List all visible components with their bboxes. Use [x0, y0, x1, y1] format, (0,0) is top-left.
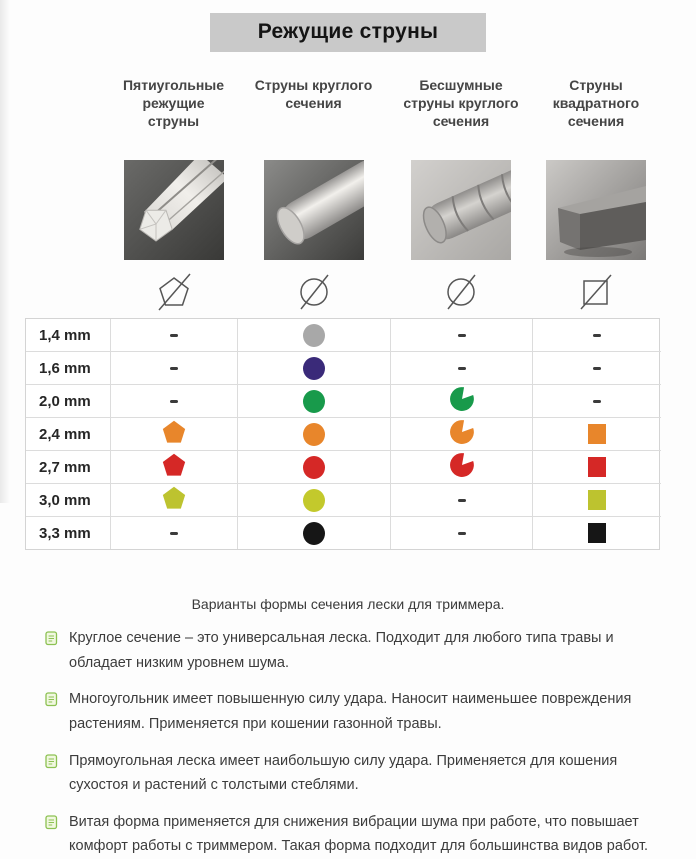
- pentagon-diameter-icon: [110, 264, 237, 316]
- silent-round-string-image: [411, 160, 511, 260]
- document-bullet-icon: [45, 753, 58, 778]
- table-cell: [533, 484, 661, 516]
- cell-circle: [303, 522, 325, 545]
- table-row: [26, 451, 661, 484]
- table-row: [26, 517, 661, 549]
- document-bullet-icon: [45, 814, 58, 839]
- photo-pentagonal-string: [110, 160, 237, 264]
- table-cell: [238, 319, 391, 351]
- cell-square: [588, 523, 606, 543]
- cell-square: [588, 490, 606, 510]
- note-item: [0, 626, 696, 675]
- cell-dash: [458, 499, 466, 502]
- columns-header: [25, 76, 660, 316]
- table-cell: [391, 517, 533, 549]
- scan-edge-shade: [0, 0, 10, 503]
- note-text: Многоугольник имеет повышенную силу удара. Наносит наименьшее повреждения растениям. Применяется при кошении газонной травы.: [69, 691, 632, 732]
- column-header-silent-round: Бесшумные струны круглого сечения: [403, 77, 519, 130]
- note-text: Прямоугольная леска имеет наибольшую силу удара. Применяется для кошения сухостоя и растений с толстыми стеблями.: [69, 752, 618, 794]
- table-cell: [111, 385, 238, 417]
- table-cell: [111, 418, 238, 450]
- cell-circle: [303, 423, 325, 446]
- table-cell: [533, 418, 661, 450]
- table-cell: [391, 352, 533, 384]
- table-cell: [533, 451, 661, 483]
- table-cell: [238, 418, 391, 450]
- table-cell: [391, 319, 533, 351]
- cell-dash: [593, 334, 601, 337]
- table-cell: [238, 484, 391, 516]
- table-row: [26, 352, 661, 385]
- note-item: [0, 810, 696, 859]
- square-string-image: [546, 160, 646, 260]
- cell-pentagon: [161, 452, 187, 483]
- cell-circle: [303, 390, 325, 413]
- cell-pentagon: [161, 485, 187, 516]
- table-cell: [111, 484, 238, 516]
- row-size-label: 1,6 mm: [26, 352, 111, 384]
- cell-dash: [458, 532, 466, 535]
- cell-dash: [458, 367, 466, 370]
- photo-round-string: [237, 160, 390, 264]
- circle-diameter-icon: [237, 264, 390, 316]
- row-size-label: 3,0 mm: [26, 484, 111, 516]
- cell-dash: [170, 367, 178, 370]
- notes-caption: Варианты формы сечения лески для триммера.: [191, 596, 505, 612]
- table-row: [26, 385, 661, 418]
- document-bullet-icon: [45, 630, 58, 655]
- table-cell: [111, 319, 238, 351]
- note-item: [0, 687, 696, 736]
- cell-circle: [303, 357, 325, 380]
- table-cell: [111, 517, 238, 549]
- cell-circle: [303, 456, 325, 479]
- cell-pacman: [449, 452, 475, 483]
- table-cell: [533, 385, 661, 417]
- row-size-label: 3,3 mm: [26, 517, 111, 549]
- table-cell: [238, 352, 391, 384]
- cell-circle: [303, 324, 325, 347]
- table-cell: [391, 418, 533, 450]
- square-diameter-icon: [532, 264, 660, 316]
- pentagonal-string-image: [124, 160, 224, 260]
- cell-dash: [593, 367, 601, 370]
- table-row: [26, 319, 661, 352]
- photo-square-string: [532, 160, 660, 264]
- column-header-square: Струны квадратного сечения: [552, 77, 640, 130]
- cell-square: [588, 457, 606, 477]
- cell-dash: [458, 334, 466, 337]
- table-cell: [238, 385, 391, 417]
- circle-diameter-icon: [390, 264, 532, 316]
- row-size-label: 2,7 mm: [26, 451, 111, 483]
- cell-pacman: [449, 419, 475, 450]
- table-cell: [533, 319, 661, 351]
- note-text: Витая форма применяется для снижения вибрации шума при работе, что повышает комфорт работы с триммером. Такая форма подходит для большинства видов работ.: [69, 813, 649, 855]
- table-cell: [391, 451, 533, 483]
- cell-dash: [170, 400, 178, 403]
- table-cell: [111, 451, 238, 483]
- table-row: [26, 484, 661, 517]
- page-title: Режущие струны: [210, 13, 487, 52]
- column-header-round: Струны круглого сечения: [254, 77, 373, 112]
- cell-dash: [170, 532, 178, 535]
- row-size-label: 2,0 mm: [26, 385, 111, 417]
- row-size-label: 2,4 mm: [26, 418, 111, 450]
- cell-circle: [303, 489, 325, 512]
- document-bullet-icon: [45, 691, 58, 716]
- table-cell: [111, 352, 238, 384]
- column-header-pentagonal: Пятиугольные режущие струны: [122, 77, 225, 130]
- cell-pentagon: [161, 419, 187, 450]
- cell-dash: [593, 400, 601, 403]
- table-cell: [238, 517, 391, 549]
- note-text: Круглое сечение – это универсальная леска. Подходит для любого типа травы и обладает низким уровнем шума.: [69, 630, 614, 671]
- notes-list: [0, 626, 696, 859]
- page-header: [0, 0, 696, 52]
- photo-silent-round-string: [390, 160, 532, 264]
- round-string-image: [264, 160, 364, 260]
- table-cell: [391, 484, 533, 516]
- cell-dash: [170, 334, 178, 337]
- diameter-table: [25, 318, 660, 550]
- note-item: [0, 749, 696, 798]
- table-cell: [533, 517, 661, 549]
- table-cell: [238, 451, 391, 483]
- table-cell: [533, 352, 661, 384]
- cell-pacman: [449, 386, 475, 417]
- cell-square: [588, 424, 606, 444]
- table-cell: [391, 385, 533, 417]
- table-row: [26, 418, 661, 451]
- row-size-label: 1,4 mm: [26, 319, 111, 351]
